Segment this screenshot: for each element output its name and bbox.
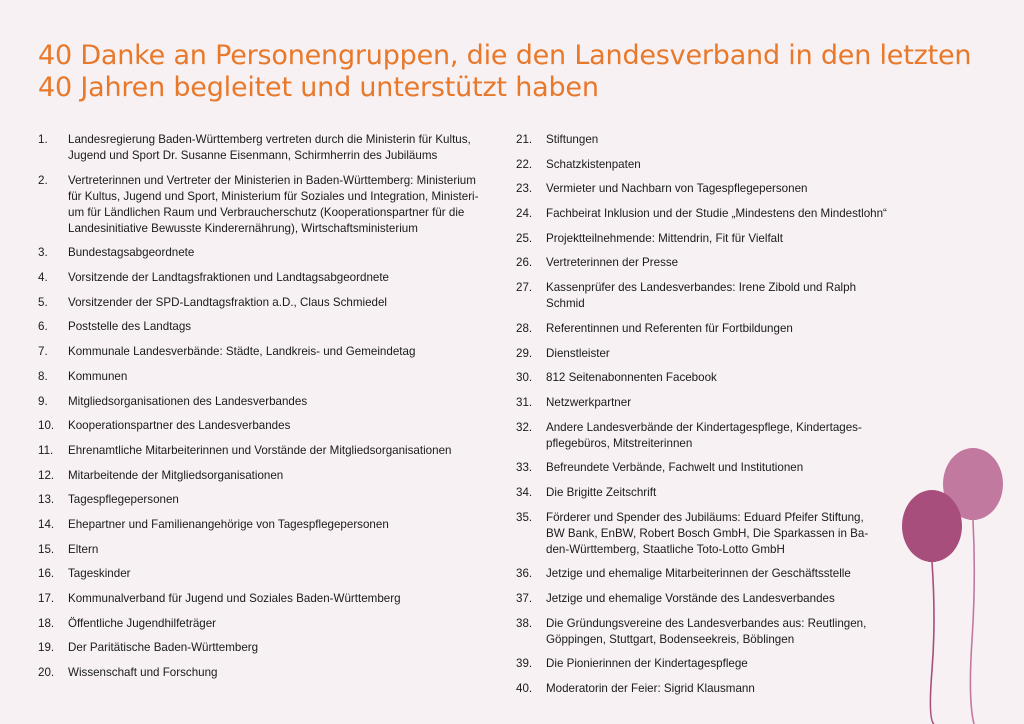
- item-text-line: Kommunale Landesverbände: Städte, Landkreis- und Gemeindetag: [68, 345, 416, 359]
- item-text: [546, 681, 896, 697]
- item-text: [546, 460, 896, 476]
- item-number: 2.: [38, 173, 48, 187]
- item-text-line: BW Bank, EnBW, Robert Bosch GmbH, Die Sparkassen in Ba-: [546, 526, 869, 540]
- item-text: [68, 270, 508, 286]
- item-number: 19.: [38, 641, 55, 655]
- item-number: 39.: [516, 657, 533, 671]
- item-text: [68, 443, 508, 459]
- item-text: [546, 181, 896, 197]
- item-text: [546, 255, 896, 271]
- item-number: 6.: [38, 320, 48, 334]
- item-number: 36.: [516, 567, 533, 581]
- item-text: [546, 395, 896, 411]
- item-text: [68, 492, 508, 508]
- item-text-line: Projektteilnehmende: Mittendrin, Fit für Vielfalt: [546, 231, 783, 245]
- list-item: [38, 517, 508, 533]
- item-number: 22.: [516, 157, 533, 171]
- item-text-line: Die Brigitte Zeitschrift: [546, 485, 657, 499]
- item-number: 7.: [38, 345, 48, 359]
- item-text: [546, 231, 896, 247]
- item-number: 40.: [516, 682, 533, 696]
- item-text-line: Jetzige und ehemalige Mitarbeiterinnen der Geschäftsstelle: [546, 567, 851, 581]
- item-text-line: Fachbeirat Inklusion und der Studie „Mindestens den Mindestlohn“: [546, 207, 887, 221]
- item-number: 21.: [516, 133, 533, 146]
- item-text-line: Mitarbeitende der Mitgliedsorganisationen: [68, 468, 284, 482]
- item-number: 30.: [516, 371, 533, 385]
- list-item: [516, 591, 896, 607]
- item-text-line: für Kultus, Jugend und Sport, Ministerium für Soziales und Integration, Ministeri-: [68, 189, 479, 203]
- item-number: 29.: [516, 346, 533, 360]
- item-text: [68, 295, 508, 311]
- balloon-string-dark: [930, 562, 934, 724]
- item-text-line: Die Gründungsvereine des Landesverbandes aus: Reutlingen,: [546, 616, 867, 630]
- item-text: [546, 280, 896, 312]
- item-text-line: um für Ländlichen Raum und Verbraucherschutz (Kooperationspartner für die: [68, 205, 465, 219]
- item-text-line: Bundestagsabgeordnete: [68, 246, 195, 260]
- list-item: [38, 542, 508, 558]
- list-item: [38, 295, 508, 311]
- item-text: [68, 132, 508, 164]
- item-text: [546, 656, 896, 672]
- balloon-string-light: [970, 520, 974, 724]
- list-item: [38, 270, 508, 286]
- item-text: [546, 206, 896, 222]
- item-text-line: Die Pionierinnen der Kindertagespflege: [546, 657, 748, 671]
- list-item: [516, 255, 896, 271]
- list-item: [38, 173, 508, 237]
- item-text: [68, 517, 508, 533]
- item-text-line: Mitgliedsorganisationen des Landesverbandes: [68, 394, 308, 408]
- item-text-line: Schatzkistenpaten: [546, 157, 641, 171]
- list-item: [516, 231, 896, 247]
- list-item: [38, 640, 508, 656]
- item-number: 13.: [38, 493, 55, 507]
- list-item: [38, 591, 508, 607]
- item-text-line: Vertreterinnen der Presse: [546, 256, 679, 270]
- page-title-line-1: 40 Danke an Personengruppen, die den Landesverband in den letzten: [38, 40, 972, 71]
- item-text: [68, 616, 508, 632]
- list-item: [516, 181, 896, 197]
- item-text-line: Kooperationspartner des Landesverbandes: [68, 419, 291, 433]
- list-item: [38, 418, 508, 434]
- item-text-line: Jetzige und ehemalige Vorstände des Landesverbandes: [546, 592, 835, 605]
- item-number: 24.: [516, 207, 533, 221]
- item-text: [68, 173, 508, 237]
- item-number: 11.: [38, 443, 54, 457]
- item-number: 33.: [516, 461, 533, 475]
- item-number: 3.: [38, 246, 48, 260]
- item-number: 16.: [38, 567, 55, 581]
- item-text-line: Netzwerkpartner: [546, 395, 632, 409]
- list-item: [38, 665, 508, 681]
- item-text: [546, 132, 896, 148]
- item-text-line: Öffentliche Jugendhilfeträger: [68, 616, 217, 630]
- balloon-dark: [902, 490, 962, 562]
- item-text: [546, 370, 896, 386]
- item-text-line: Befreundete Verbände, Fachwelt und Institutionen: [546, 461, 804, 475]
- item-text: [68, 566, 508, 582]
- list-item: [38, 443, 508, 459]
- item-text-line: Tagespflegepersonen: [68, 493, 179, 507]
- item-text-line: den-Württemberg, Staatliche Toto-Lotto GmbH: [546, 542, 785, 556]
- page-title-line-2: 40 Jahren begleitet und unterstützt haben: [38, 72, 599, 103]
- item-number: 38.: [516, 616, 533, 630]
- item-text-line: Poststelle des Landtags: [68, 320, 192, 334]
- item-number: 26.: [516, 256, 533, 270]
- item-text-line: Göppingen, Stuttgart, Bodenseekreis, Böblingen: [546, 632, 795, 646]
- item-number: 23.: [516, 182, 533, 196]
- item-text: [546, 346, 896, 362]
- list-item: [38, 344, 508, 360]
- list-item: [38, 369, 508, 385]
- item-number: 18.: [38, 616, 55, 630]
- item-text-line: Tageskinder: [68, 567, 131, 581]
- list-item: [516, 370, 896, 386]
- list-item: [516, 616, 896, 648]
- item-number: 4.: [38, 271, 48, 285]
- item-text: [68, 418, 508, 434]
- list-item: [516, 157, 896, 173]
- item-text-line: Vorsitzender der SPD-Landtagsfraktion a.D., Claus Schmiedel: [68, 295, 387, 309]
- list-item: [516, 132, 896, 148]
- item-text: [546, 616, 896, 648]
- item-text-line: Referentinnen und Referenten für Fortbildungen: [546, 321, 793, 335]
- list-item: [38, 566, 508, 582]
- list-item: [516, 566, 896, 582]
- item-text: [546, 566, 896, 582]
- item-number: 14.: [38, 517, 55, 531]
- list-item: [38, 319, 508, 335]
- item-text-line: Ehrenamtliche Mitarbeiterinnen und Vorstände der Mitgliedsorganisationen: [68, 443, 452, 457]
- item-text: [546, 591, 896, 607]
- item-text: [68, 665, 508, 681]
- item-text-line: Dienstleister: [546, 346, 610, 360]
- item-text: [68, 245, 508, 261]
- item-text-line: Ehepartner und Familienangehörige von Tagespflegepersonen: [68, 517, 389, 531]
- list-item: [516, 485, 896, 501]
- list-item: [38, 616, 508, 632]
- item-text-line: Andere Landesverbände der Kindertagespflege, Kindertages-: [546, 420, 862, 434]
- item-text-line: pflegebüros, Mitstreiterinnen: [546, 436, 693, 450]
- item-number: 25.: [516, 231, 533, 245]
- list-item: [516, 395, 896, 411]
- list-item: [516, 280, 896, 312]
- item-text-line: Stiftungen: [546, 133, 599, 146]
- item-number: 10.: [38, 419, 55, 433]
- item-text: [68, 394, 508, 410]
- item-number: 17.: [38, 592, 55, 605]
- item-number: 1.: [38, 133, 48, 146]
- list-item: [516, 206, 896, 222]
- list-item: [516, 346, 896, 362]
- item-number: 31.: [516, 395, 533, 409]
- item-text: [68, 369, 508, 385]
- item-number: 37.: [516, 592, 533, 605]
- item-number: 35.: [516, 510, 533, 524]
- item-text-line: Jugend und Sport Dr. Susanne Eisenmann, Schirmherrin des Jubiläums: [68, 149, 438, 162]
- list-item: [38, 132, 508, 164]
- item-text-line: Vorsitzende der Landtagsfraktionen und Landtagsabgeordnete: [68, 271, 390, 285]
- list-item: [516, 420, 896, 452]
- item-text: [546, 157, 896, 173]
- item-number: 8.: [38, 369, 48, 383]
- item-text-line: Eltern: [68, 542, 99, 556]
- item-text: [68, 591, 508, 607]
- item-number: 28.: [516, 321, 533, 335]
- item-number: 12.: [38, 468, 55, 482]
- item-text: [68, 468, 508, 484]
- item-text-line: Der Paritätische Baden-Württemberg: [68, 641, 259, 655]
- list-item: [516, 656, 896, 672]
- list-item: [38, 468, 508, 484]
- item-text: [68, 640, 508, 656]
- item-text: [68, 344, 508, 360]
- item-number: 27.: [516, 281, 533, 295]
- item-number: 15.: [38, 542, 55, 556]
- item-number: 9.: [38, 394, 48, 408]
- thanks-list-left: [38, 132, 508, 690]
- item-text-line: Vertreterinnen und Vertreter der Ministerien in Baden-Württemberg: Ministerium: [68, 173, 476, 187]
- item-text-line: Moderatorin der Feier: Sigrid Klausmann: [546, 682, 755, 696]
- item-text: [68, 319, 508, 335]
- item-text-line: Landesinitiative Bewusste Kinderernährung), Wirtschaftsministerium: [68, 221, 418, 235]
- item-text: [546, 420, 896, 452]
- item-number: 32.: [516, 420, 533, 434]
- list-item: [516, 510, 896, 558]
- list-item: [38, 394, 508, 410]
- item-text-line: Kommunalverband für Jugend und Soziales Baden-Württemberg: [68, 592, 401, 605]
- item-text-line: Kassenprüfer des Landesverbandes: Irene Zibold und Ralph Schmid: [546, 281, 857, 311]
- item-text-line: Kommunen: [68, 369, 128, 383]
- item-text-line: 812 Seitenabonnenten Facebook: [546, 371, 717, 385]
- list-item: [516, 681, 896, 697]
- item-text: [546, 321, 896, 337]
- item-text: [68, 542, 508, 558]
- thanks-list-right: [516, 132, 896, 706]
- item-text: [546, 485, 896, 501]
- item-text-line: Vermieter und Nachbarn von Tagespflegepersonen: [546, 182, 808, 196]
- list-item: [516, 460, 896, 476]
- list-item: [38, 245, 508, 261]
- balloons-illustration: [890, 440, 1024, 724]
- page-title: [38, 40, 998, 104]
- item-number: 34.: [516, 485, 533, 499]
- item-text-line: Landesregierung Baden-Württemberg vertreten durch die Ministerin für Kultus,: [68, 133, 471, 146]
- list-item: [38, 492, 508, 508]
- list-item: [516, 321, 896, 337]
- item-number: 20.: [38, 666, 55, 680]
- item-number: 5.: [38, 295, 48, 309]
- item-text-line: Wissenschaft und Forschung: [68, 666, 218, 680]
- item-text-line: Förderer und Spender des Jubiläums: Eduard Pfeifer Stiftung,: [546, 510, 864, 524]
- item-text: [546, 510, 896, 558]
